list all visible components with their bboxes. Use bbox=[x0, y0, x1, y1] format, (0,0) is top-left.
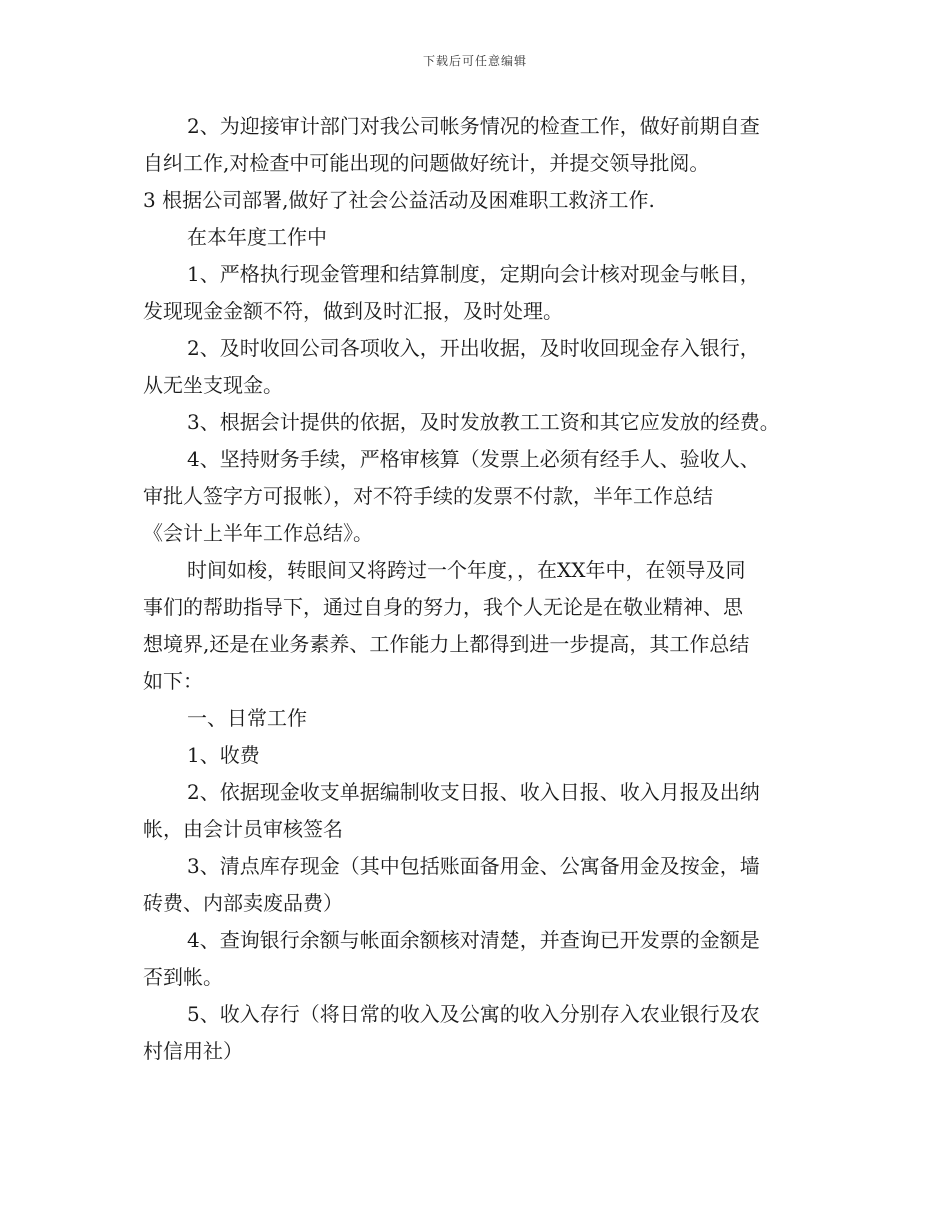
text-line: 时间如梭，转眼间又将跨过一个年度，，在XX年中，在领导及同 bbox=[187, 558, 746, 582]
section-heading-daily-work bbox=[143, 700, 823, 737]
text-line: 在本年度工作中 bbox=[187, 225, 327, 249]
text-line: 村信用社） bbox=[143, 1039, 243, 1063]
text-line: 自纠工作,对检查中可能出现的问题做好统计，并提交领导批阅。 bbox=[143, 151, 710, 175]
text-line: 1、收费 bbox=[187, 743, 260, 767]
paragraph-income-collection bbox=[143, 330, 823, 404]
text-line: 4、查询银行余额与帐面余额核对清楚，并查询已开发票的金额是 bbox=[187, 928, 760, 952]
paragraph-deposits bbox=[143, 996, 823, 1070]
page-header: 下载后可任意编辑 bbox=[422, 54, 527, 68]
text-line: 2、及时收回公司各项收入，开出收据，及时收回现金存入银行， bbox=[187, 336, 760, 360]
text-line: 从无坐支现金。 bbox=[143, 373, 283, 397]
document-body bbox=[143, 108, 823, 1070]
paragraph-audit-prep bbox=[143, 108, 823, 182]
text-line: 帐，由会计员审核签名 bbox=[143, 817, 343, 841]
text-line: 3、清点库存现金（其中包括账面备用金、公寓备用金及按金，墙 bbox=[187, 854, 760, 878]
paragraph-daily-reports bbox=[143, 774, 823, 848]
text-line: 砖费、内部卖废品费） bbox=[143, 891, 343, 915]
paragraph-public-welfare bbox=[143, 182, 823, 219]
text-line: 想境界,还是在业务素养、工作能力上都得到进一步提高，其工作总结 bbox=[143, 632, 750, 656]
text-line: 3、根据会计提供的依据，及时发放教工工资和其它应发放的经费。 bbox=[187, 410, 780, 434]
text-line: 否到帐。 bbox=[143, 965, 223, 989]
paragraph-fees bbox=[143, 737, 823, 774]
text-line: 事们的帮助指导下，通过自身的努力，我个人无论是在敬业精神、思 bbox=[143, 595, 743, 619]
text-line: 审批人签字方可报帐），对不符手续的发票不付款，半年工作总结 bbox=[143, 484, 713, 508]
text-line: 3 根据公司部署,做好了社会公益活动及困难职工救济工作. bbox=[143, 188, 655, 212]
text-line: 《会计上半年工作总结》。 bbox=[143, 521, 373, 545]
paragraph-this-year bbox=[143, 219, 823, 256]
text-line: 2、依据现金收支单据编制收支日报、收入日报、收入月报及出纳 bbox=[187, 780, 760, 804]
text-line: 4、坚持财务手续，严格审核算（发票上必须有经手人、验收人、 bbox=[187, 447, 760, 471]
paragraph-bank-reconciliation bbox=[143, 922, 823, 996]
paragraph-year-review bbox=[143, 552, 823, 700]
paragraph-cash-count bbox=[143, 848, 823, 922]
text-line: 发现现金金额不符，做到及时汇报，及时处理。 bbox=[143, 299, 563, 323]
text-line: 一、日常工作 bbox=[187, 706, 307, 730]
text-line: 如下： bbox=[143, 669, 203, 693]
paragraph-cash-management bbox=[143, 256, 823, 330]
text-line: 5、收入存行（将日常的收入及公寓的收入分别存入农业银行及农 bbox=[187, 1002, 760, 1026]
text-line: 1、严格执行现金管理和结算制度，定期向会计核对现金与帐目， bbox=[187, 262, 760, 286]
paragraph-salary-payment bbox=[143, 404, 823, 441]
paragraph-financial-procedures bbox=[143, 441, 823, 552]
text-line: 2、为迎接审计部门对我公司帐务情况的检查工作，做好前期自查 bbox=[187, 114, 760, 138]
